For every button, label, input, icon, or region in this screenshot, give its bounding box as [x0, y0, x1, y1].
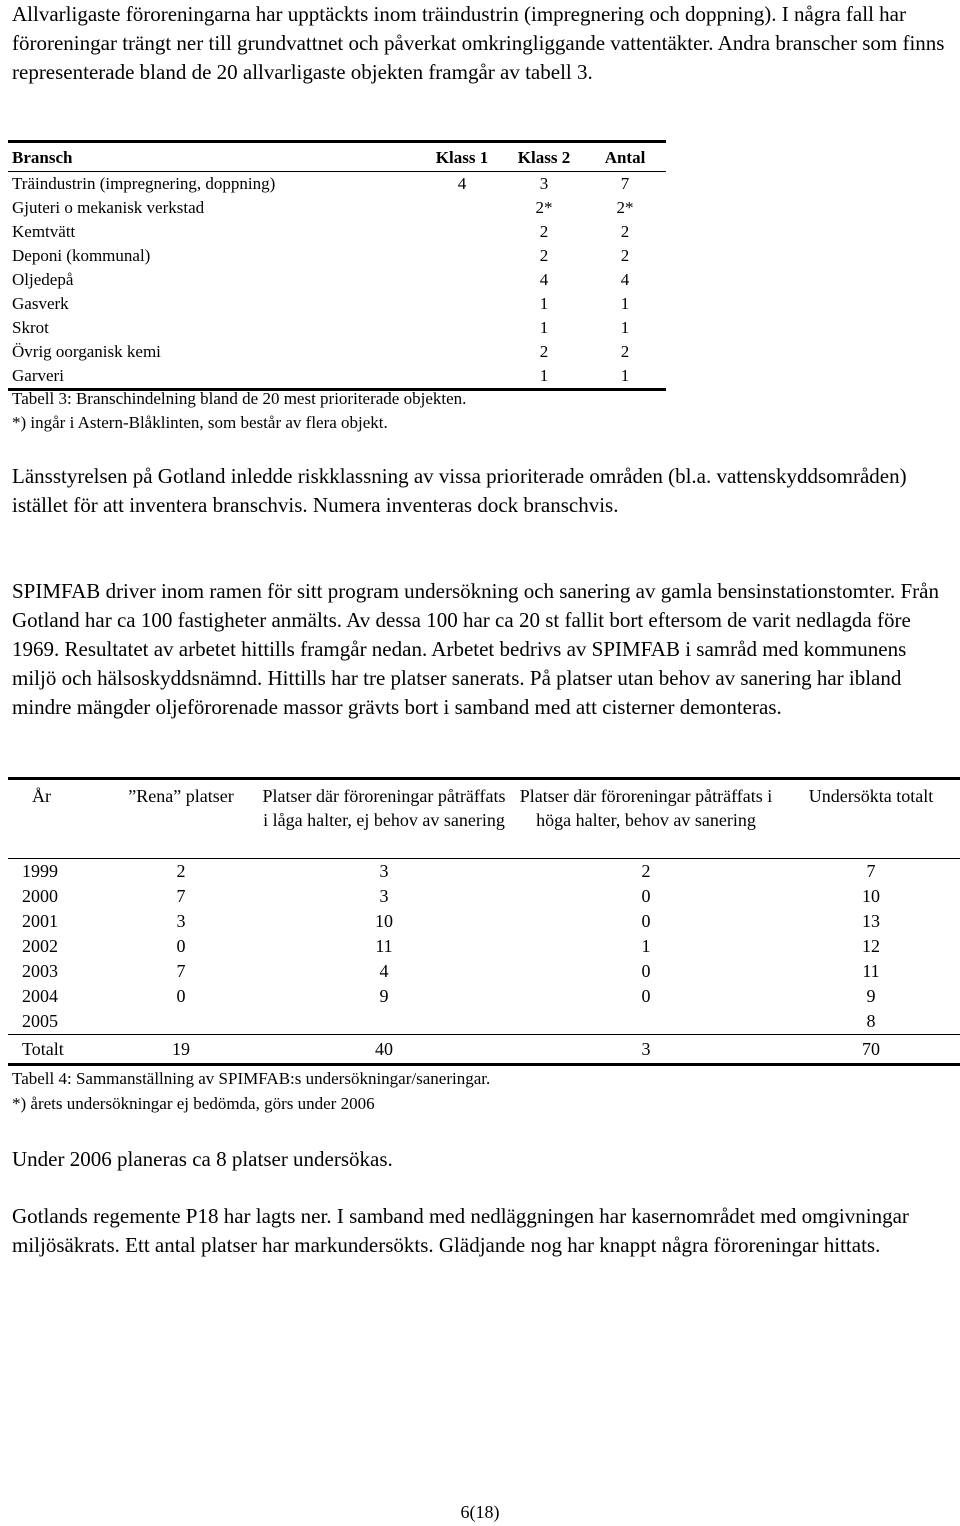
table-cell [420, 196, 504, 220]
table-row [8, 340, 666, 364]
table-cell: Garveri [12, 366, 64, 385]
table-cell: 2 [539, 222, 549, 241]
table-cell: 3 [176, 911, 186, 931]
table-caption: Tabell 4: Sammanställning av SPIMFAB:s undersökningar/saneringar. [12, 1069, 491, 1088]
table-cell: Gjuteri o mekanisk verkstad [12, 198, 205, 217]
table-row [8, 292, 666, 316]
table-row [8, 172, 666, 197]
table-cell [420, 340, 504, 364]
column-header: Bransch [8, 142, 420, 172]
table-cell: 0 [176, 936, 186, 956]
table-cell: 1 [620, 294, 630, 313]
table-cell: 10 [862, 886, 880, 906]
table-cell [420, 244, 504, 268]
paragraph-p18: Gotlands regemente P18 har lagts ner. I samband med nedläggningen har kasernområdet med omgivningar miljösäkrats. Ett antal platser har markundersökts. Glädjande nog har knappt några föroreningar hittats. [12, 1204, 909, 1257]
table-cell: 4 [379, 961, 389, 981]
table-cell: 3 [379, 886, 389, 906]
table-cell: 2* [535, 198, 553, 217]
table-footnote: *) årets undersökningar ej bedömda, görs under 2006 [12, 1094, 375, 1113]
table-row [8, 364, 666, 390]
table-cell: 13 [862, 911, 880, 931]
table-cell: 4 [539, 270, 549, 289]
table-cell: 1999 [22, 861, 58, 881]
table-row [8, 268, 666, 292]
table-cell: 9 [379, 986, 389, 1006]
table-cell: 2000 [22, 886, 58, 906]
table-cell [420, 292, 504, 316]
table-cell: 0 [641, 886, 651, 906]
table-row [8, 316, 666, 340]
table-cell: 40 [375, 1038, 393, 1059]
table-cell: 0 [641, 961, 651, 981]
industry-table [8, 140, 666, 391]
table-cell: 3 [641, 1038, 651, 1059]
table-cell: 1 [539, 294, 549, 313]
table-cell: 7 [176, 961, 186, 981]
paragraph-risk-classification: Länsstyrelsen på Gotland inledde riskklassning av vissa prioriterade områden (bl.a. vattenskyddsområden) istället för att inventera branschvis. Numera inventeras dock branschvis. [12, 464, 907, 517]
table-cell: Kemtvätt [12, 222, 76, 241]
table-cell: Träindustrin (impregnering, doppning) [12, 174, 276, 193]
table-cell: Deponi (kommunal) [12, 246, 151, 265]
table-cell [420, 268, 504, 292]
table-row [8, 196, 666, 220]
table-row [8, 959, 960, 984]
table-cell [420, 220, 504, 244]
column-header: ”Rena” platser [128, 786, 234, 806]
table-cell: 1 [539, 366, 549, 385]
table-row [8, 244, 666, 268]
table-caption: Tabell 3: Branschindelning bland de 20 mest prioriterade objekten. [12, 389, 467, 408]
table-cell: 0 [641, 986, 651, 1006]
table-footnote: *) ingår i Astern-Blåklinten, som består av flera objekt. [12, 413, 388, 432]
table-cell: 7 [176, 886, 186, 906]
table-cell: 1 [539, 318, 549, 337]
table-cell: 12 [862, 936, 880, 956]
column-header: Klass 1 [420, 142, 504, 172]
table-cell: 1 [620, 318, 630, 337]
column-header: År [32, 786, 51, 806]
table-cell: 2 [620, 342, 630, 361]
table-cell: 2* [616, 198, 634, 217]
table-cell: 0 [176, 986, 186, 1006]
table-row [8, 220, 666, 244]
table-row [8, 884, 960, 909]
intro-paragraph: Allvarligaste föroreningarna har upptäckts inom träindustrin (impregnering och doppning). I några fall har föroreningar trängt ner till grundvattnet och påverkat omkringliggande vattentäkter. Andra branscher som finns representerade bland de 20 allvarligaste objekten framgår av tabell 3. [12, 2, 945, 84]
table-header-row [8, 779, 960, 859]
table-cell [258, 1009, 510, 1035]
table-row [8, 984, 960, 1009]
table-cell: Oljedepå [12, 270, 74, 289]
table-cell: 7 [866, 861, 876, 881]
table-total-row [8, 1035, 960, 1065]
table-cell: 2 [620, 246, 630, 265]
column-header: Platser där föroreningar påträffats i låga halter, ej behov av sanering [262, 786, 506, 830]
column-header: Platser där föroreningar påträffats i höga halter, behov av sanering [519, 786, 773, 830]
table-cell: 70 [862, 1038, 880, 1059]
table-cell: 3 [539, 174, 549, 193]
table-cell: 10 [375, 911, 393, 931]
spimfab-table [8, 777, 960, 1066]
table-cell: 4 [620, 270, 630, 289]
table-cell: 2004 [22, 986, 58, 1006]
table-cell: 4 [457, 174, 467, 193]
table-cell: 11 [375, 936, 393, 956]
table-cell: 1 [620, 366, 630, 385]
table-body [8, 172, 666, 390]
table-cell [104, 1009, 258, 1035]
table-cell [420, 364, 504, 390]
paragraph-plan-2006: Under 2006 planeras ca 8 platser undersökas. [12, 1147, 393, 1171]
table-cell: 9 [866, 986, 876, 1006]
table-row [8, 1009, 960, 1035]
table-cell: Gasverk [12, 294, 69, 313]
column-header: Antal [584, 142, 666, 172]
table-cell: 11 [862, 961, 880, 981]
table-row [8, 909, 960, 934]
column-header: Klass 2 [504, 142, 584, 172]
table-cell: 19 [172, 1038, 190, 1059]
table-cell: 2 [176, 861, 186, 881]
table-cell: 2 [539, 342, 549, 361]
table-cell [420, 316, 504, 340]
table-cell [510, 1009, 782, 1035]
table-cell: 7 [620, 174, 630, 193]
column-header: Undersökta totalt [808, 786, 934, 806]
table-row [8, 934, 960, 959]
table-cell: 2002 [22, 936, 58, 956]
table-cell: 0 [641, 911, 651, 931]
page-number: 6(18) [460, 1502, 500, 1522]
table-cell: 2 [641, 861, 651, 881]
table-cell: 2001 [22, 911, 58, 931]
table-cell: 2 [620, 222, 630, 241]
table-cell: 2005 [22, 1011, 58, 1031]
table-cell: 1 [641, 936, 651, 956]
table-cell: Totalt [22, 1038, 64, 1059]
table-cell: 2003 [22, 961, 58, 981]
table-cell: 8 [866, 1011, 876, 1031]
table-cell: Skrot [12, 318, 49, 337]
table-body [8, 859, 960, 1035]
table-cell: 3 [379, 861, 389, 881]
table-row [8, 859, 960, 885]
table-cell: 2 [539, 246, 549, 265]
table-header-row [8, 142, 666, 172]
table-cell: Övrig oorganisk kemi [12, 342, 161, 361]
paragraph-spimfab: SPIMFAB driver inom ramen för sitt program undersökning och sanering av gamla bensinstationstomter. Från Gotland har ca 100 fastigheter anmälts. Av dessa 100 har ca 20 st fallit bort eftersom de varit nedlagda före 1969. Resultatet av arbetet hittills framgår nedan. Arbetet bedrivs av SPIMFAB i samråd med kommunens miljö och hälsoskyddsnämnd. Hittills har tre platser sanerats. På platser utan behov av sanering har ibland mindre mängder oljeförorenade massor grävts bort i samband med att cisterner demonteras. [12, 579, 939, 719]
